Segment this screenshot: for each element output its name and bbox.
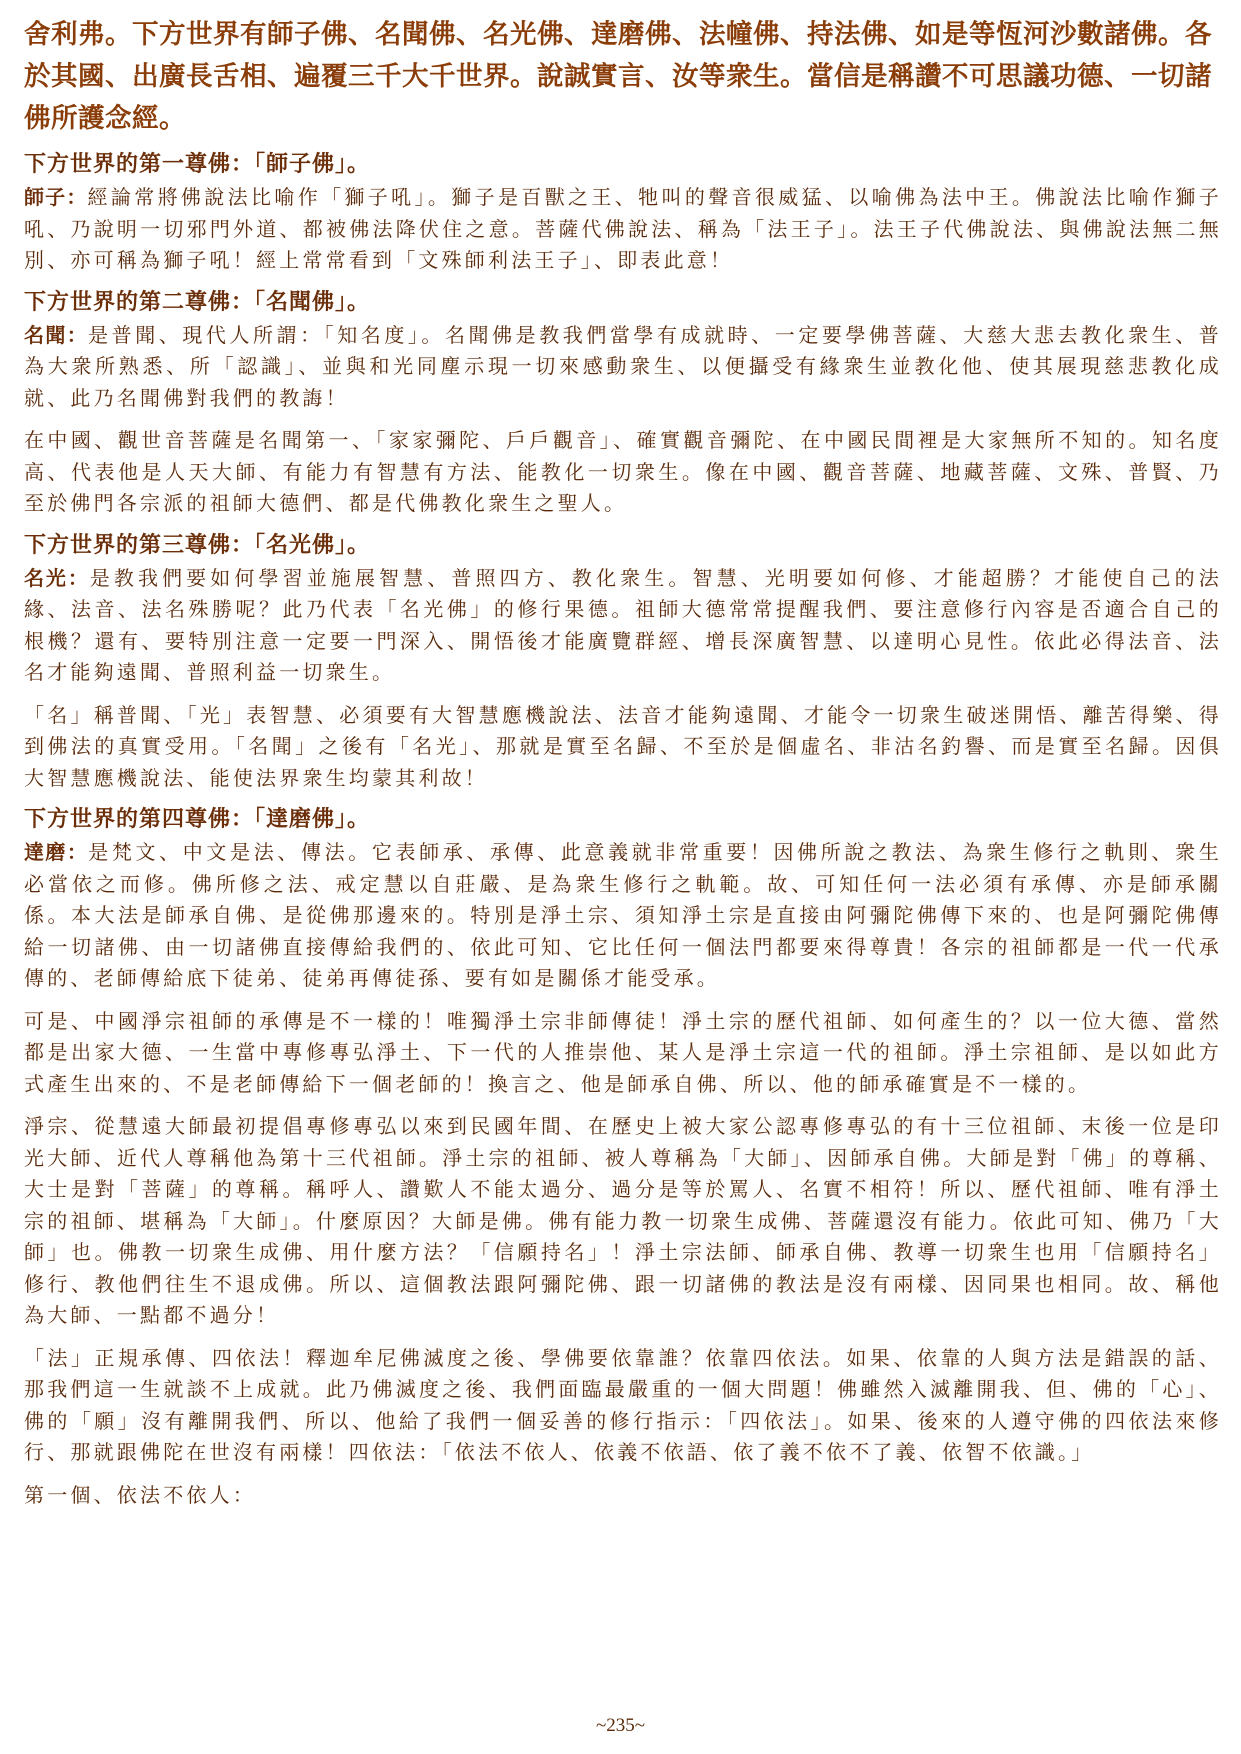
section-heading: 下方世界的第三尊佛：「名光佛」。 [24,532,371,558]
page-number: ~235~ [595,1715,646,1736]
paragraph-text: 是梵文、中文是法、傳法。它表師承、承傳、此意義就非常重要！因佛所說之教法、為衆生修行之軌則、衆生必當依之而修。佛所修之法、戒定慧以自莊嚴、是為衆生修行之軌範。故、可知任何一法必須有承傳、亦是師承關係。本大法是師承自佛、是從佛那邊來的。特別是淨土宗、須知淨土宗是直接由阿彌陀佛傳下來的、也是阿彌陀佛傳給一切諸佛、由一切諸佛直接傳給我們的、依此可知、它比任何一個法門都要來得尊貴！各宗的祖師都是一代一代承傳的、老師傳給底下徒弟、徒弟再傳徒孫、要有如是關係才能受承。 [24,840,1223,990]
page-body [24,14,1222,1522]
term-label: 名光： [24,565,90,590]
paragraph-text: 是普聞、現代人所謂：「知名度」。名聞佛是教我們當學有成就時、一定要學佛菩薩、大慈大悲去教化衆生、普為大衆所熟悉、所「認識」、並與和光同塵示現一切來感動衆生、以便攝受有緣衆生並教化他、使其展現慈悲教化成就、此乃名聞佛對我們的教誨！ [24,322,1222,410]
section-3 [24,531,1222,795]
paragraph-text: 經論常將佛說法比喻作「獅子吼」。獅子是百獸之王、牠叫的聲音很威猛、以喻佛為法中王。佛說法比喻作獅子吼、乃說明一切邪門外道、都被佛法降伏住之意。菩薩代佛說法、稱為「法王子」。法王子代佛說法、與佛說法無二無別、亦可稱為獅子吼！經上常常看到「文殊師利法王子」、即表此意！ [24,185,1222,272]
section-heading: 下方世界的第四尊佛：「達磨佛」。 [24,807,371,832]
term-label: 達磨： [24,840,89,864]
paragraph [24,563,1222,689]
paragraph [24,320,1222,415]
section-heading: 下方世界的第一尊佛：「師子佛」。 [24,152,371,177]
term-label: 師子： [24,185,88,209]
paragraph: 「名」稱普聞、「光」表智慧、必須要有大智慧應機說法、法音才能夠遠聞、才能令一切衆生破迷開悟、離苦得樂、得到佛法的真實受用。「名聞」之後有「名光」、那就是實至名歸、不至於是個虛名、非沽名釣譽、而是實至名歸。因俱大智慧應機說法、能使法界衆生均蒙其利故！ [24,702,1222,790]
section-2 [24,288,1222,520]
paragraph: 可是、中國淨宗祖師的承傳是不一樣的！唯獨淨土宗非師傳徒！淨土宗的歷代祖師、如何產生的？以一位大德、當然都是出家大德、一生當中專修專弘淨土、下一代的人推崇他、某人是淨土宗這一代的祖師。淨土宗祖師、是以如此方式產生出來的、不是老師傳給下一個老師的！換言之、他是師承自佛、所以、他的師承確實是不一樣的。 [24,1008,1222,1096]
section-4 [24,805,1222,1511]
paragraph: 在中國、觀世音菩薩是名聞第一、「家家彌陀、戶戶觀音」、確實觀音彌陀、在中國民間裡是大家無所不知的。知名度高、代表他是人天大師、有能力有智慧有方法、能教化一切衆生。像在中國、觀音菩薩、地藏菩薩、文殊、普賢、乃至於佛門各宗派的祖師大德們、都是代佛教化衆生之聖人。 [24,428,1222,515]
paragraph [24,837,1222,995]
term-label: 名聞： [24,322,89,347]
section-heading: 下方世界的第二尊佛：「名聞佛」。 [24,289,371,315]
section-1 [24,150,1222,277]
paragraph-text: 是教我們要如何學習並施展智慧、普照四方、教化衆生。智慧、光明要如何修、才能超勝？才能使自己的法緣、法音、法名殊勝呢？此乃代表「名光佛」的修行果德。祖師大德常常提醒我們、要注意修行內容是否適合自己的根機？還有、要特別注意一定要一門深入、開悟後才能廣覽群經、增長深廣智慧、以達明心見性。依此必得法音、法名才能夠遠聞、普照利益一切衆生。 [24,565,1222,684]
paragraph [24,182,1222,277]
paragraph: 淨宗、從慧遠大師最初提倡專修專弘以來到民國年間、在歷史上被大家公認專修專弘的有十三位祖師、末後一位是印光大師、近代人尊稱他為第十三代祖師。淨土宗的祖師、被人尊稱為「大師」、因師承自佛。大師是對「佛」的尊稱、大士是對「菩薩」的尊稱。稱呼人、讚歎人不能太過分、過分是等於罵人、名實不相符！所以、歷代祖師、唯有淨土宗的祖師、堪稱為「大師」。什麼原因？大師是佛。佛有能力教一切衆生成佛、菩薩還沒有能力。依此可知、佛乃「大師」也。佛教一切衆生成佛、用什麼方法？「信願持名」！淨土宗法師、師承自佛、教導一切衆生也用「信願持名」修行、教他們往生不退成佛。所以、這個教法跟阿彌陀佛、跟一切諸佛的教法是沒有兩樣、因同果也相同。故、稱他為大師、一點都不過分！ [24,1114,1222,1327]
paragraph: 第一個、依法不依人： [24,1482,256,1507]
paragraph: 「法」正規承傳、四依法！釋迦牟尼佛滅度之後、學佛要依靠誰？依靠四依法。如果、依靠的人與方法是錯誤的話、那我們這一生就談不上成就。此乃佛滅度之後、我們面臨最嚴重的一個大問題！佛雖然入滅離開我、但、佛的「心」、佛的「願」沒有離開我們、所以、他給了我們一個妥善的修行指示：「四依法」。如果、後來的人遵守佛的四依法來修行、那就跟佛陀在世沒有兩樣！四依法：「依法不依人、依義不依語、依了義不依不了義、依智不依識。」 [24,1345,1222,1464]
sutra-passage: 舍利弗。下方世界有師子佛、名聞佛、名光佛、達磨佛、法幢佛、持法佛、如是等恆河沙數諸佛。各於其國、出廣長舌相、遍覆三千大千世界。說誠實言、汝等衆生。當信是稱讚不可思議功德、一切諸佛所護念經。 [24,19,1212,134]
